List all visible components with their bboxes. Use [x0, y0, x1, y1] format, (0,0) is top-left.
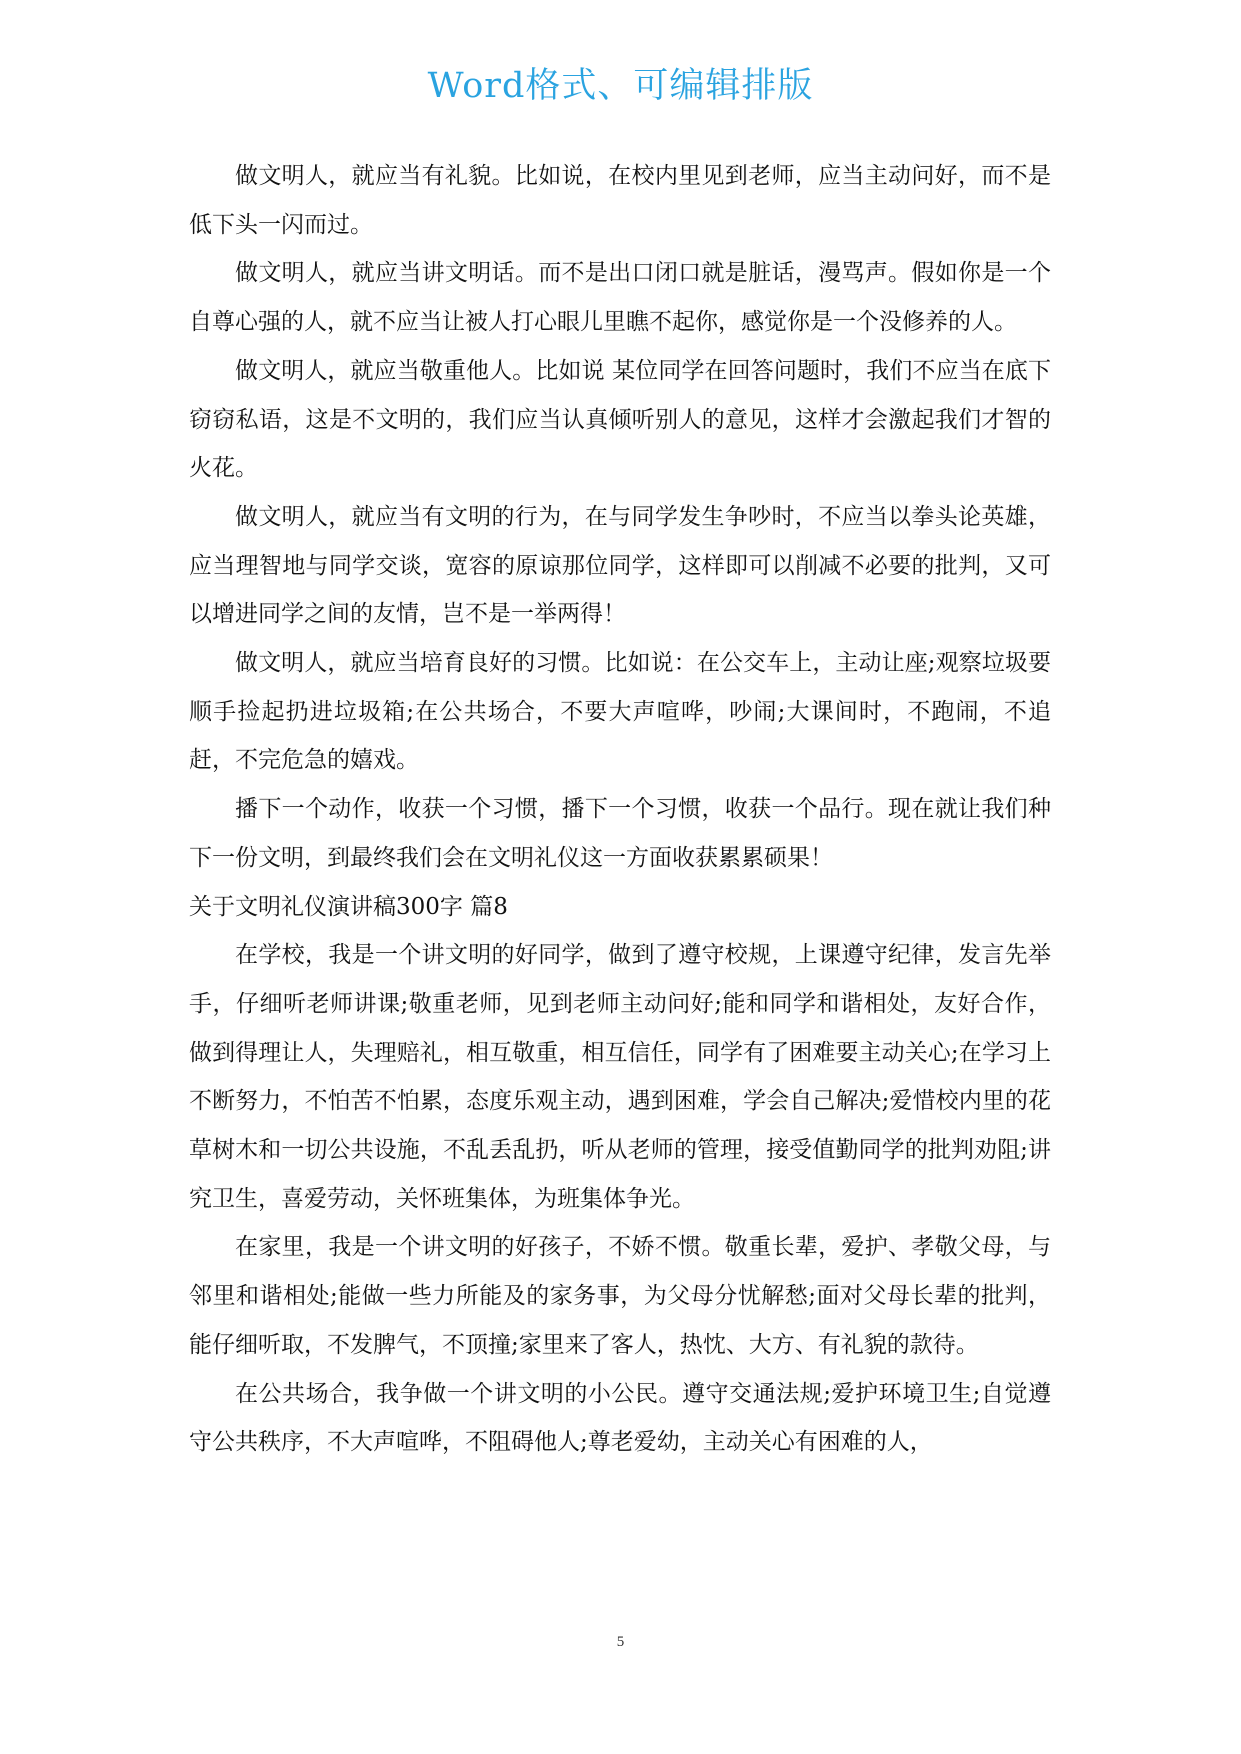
section-heading: 关于文明礼仪演讲稿300字 篇8 [189, 893, 508, 920]
paragraph: 做文明人，就应当讲文明话。而不是出口闭口就是脏话，漫骂声。假如你是一个自尊心强的人，就不应当让被人打心眼儿里瞧不起你，感觉你是一个没修养的人。 [189, 260, 1051, 336]
paragraph: 在公共场合，我争做一个讲文明的小公民。遵守交通法规;爱护环境卫生;自觉遵守公共秩序，不大声喧哗，不阻碍他人;尊老爱幼，主动关心有困难的人， [189, 1380, 1051, 1456]
paragraph: 做文明人，就应当敬重他人。比如说 某位同学在回答问题时，我们不应当在底下窃窃私语，这是不文明的，我们应当认真倾听别人的意见，这样才会激起我们才智的火花。 [189, 357, 1051, 482]
paragraph: 在学校，我是一个讲文明的好同学，做到了遵守校规，上课遵守纪律，发言先举手，仔细听老师讲课;敬重老师，见到老师主动问好;能和同学和谐相处，友好合作，做到得理让人，失理赔礼，相互敬重，相互信任，同学有了困难要主动关心;在学习上不断努力，不怕苦不怕累，态度乐观主动，遇到困难，学会自己解决;爱惜校内里的花草树木和一切公共设施，不乱丢乱扔，听从老师的管理，接受值勤同学的批判劝阻;讲究卫生，喜爱劳动，关怀班集体，为班集体争光。 [189, 942, 1051, 1212]
paragraph: 做文明人，就应当有文明的行为，在与同学发生争吵时，不应当以拳头论英雄，应当理智地与同学交谈，宽容的原谅那位同学，这样即可以削减不必要的批判，又可以增进同学之间的友情，岂不是一举两得！ [189, 503, 1051, 628]
paragraph: 在家里，我是一个讲文明的好孩子，不娇不惯。敬重长辈，爱护、孝敬父母，与邻里和谐相处;能做一些力所能及的家务事，为父母分忧解愁;面对父母长辈的批判，能仔细听取，不发脾气，不顶撞;家里来了客人，热忱、大方、有礼貌的款待。 [189, 1234, 1051, 1358]
page-number: 5 [616, 1634, 625, 1650]
paragraph: 播下一个动作，收获一个习惯，播下一个习惯，收获一个品行。现在就让我们种下一份文明，到最终我们会在文明礼仪这一方面收获累累硕果！ [189, 796, 1051, 871]
paragraph: 做文明人，就应当培育良好的习惯。比如说：在公交车上，主动让座;观察垃圾要顺手捡起扔进垃圾箱;在公共场合，不要大声喧哗，吵闹;大课间时，不跑闹，不追赶，不完危急的嬉戏。 [189, 650, 1051, 774]
header-title: Word格式、可编辑排版 [427, 66, 814, 106]
body-text [189, 152, 1051, 1467]
paragraph: 做文明人，就应当有礼貌。比如说，在校内里见到老师，应当主动问好，而不是低下头一闪而过。 [189, 163, 1051, 238]
